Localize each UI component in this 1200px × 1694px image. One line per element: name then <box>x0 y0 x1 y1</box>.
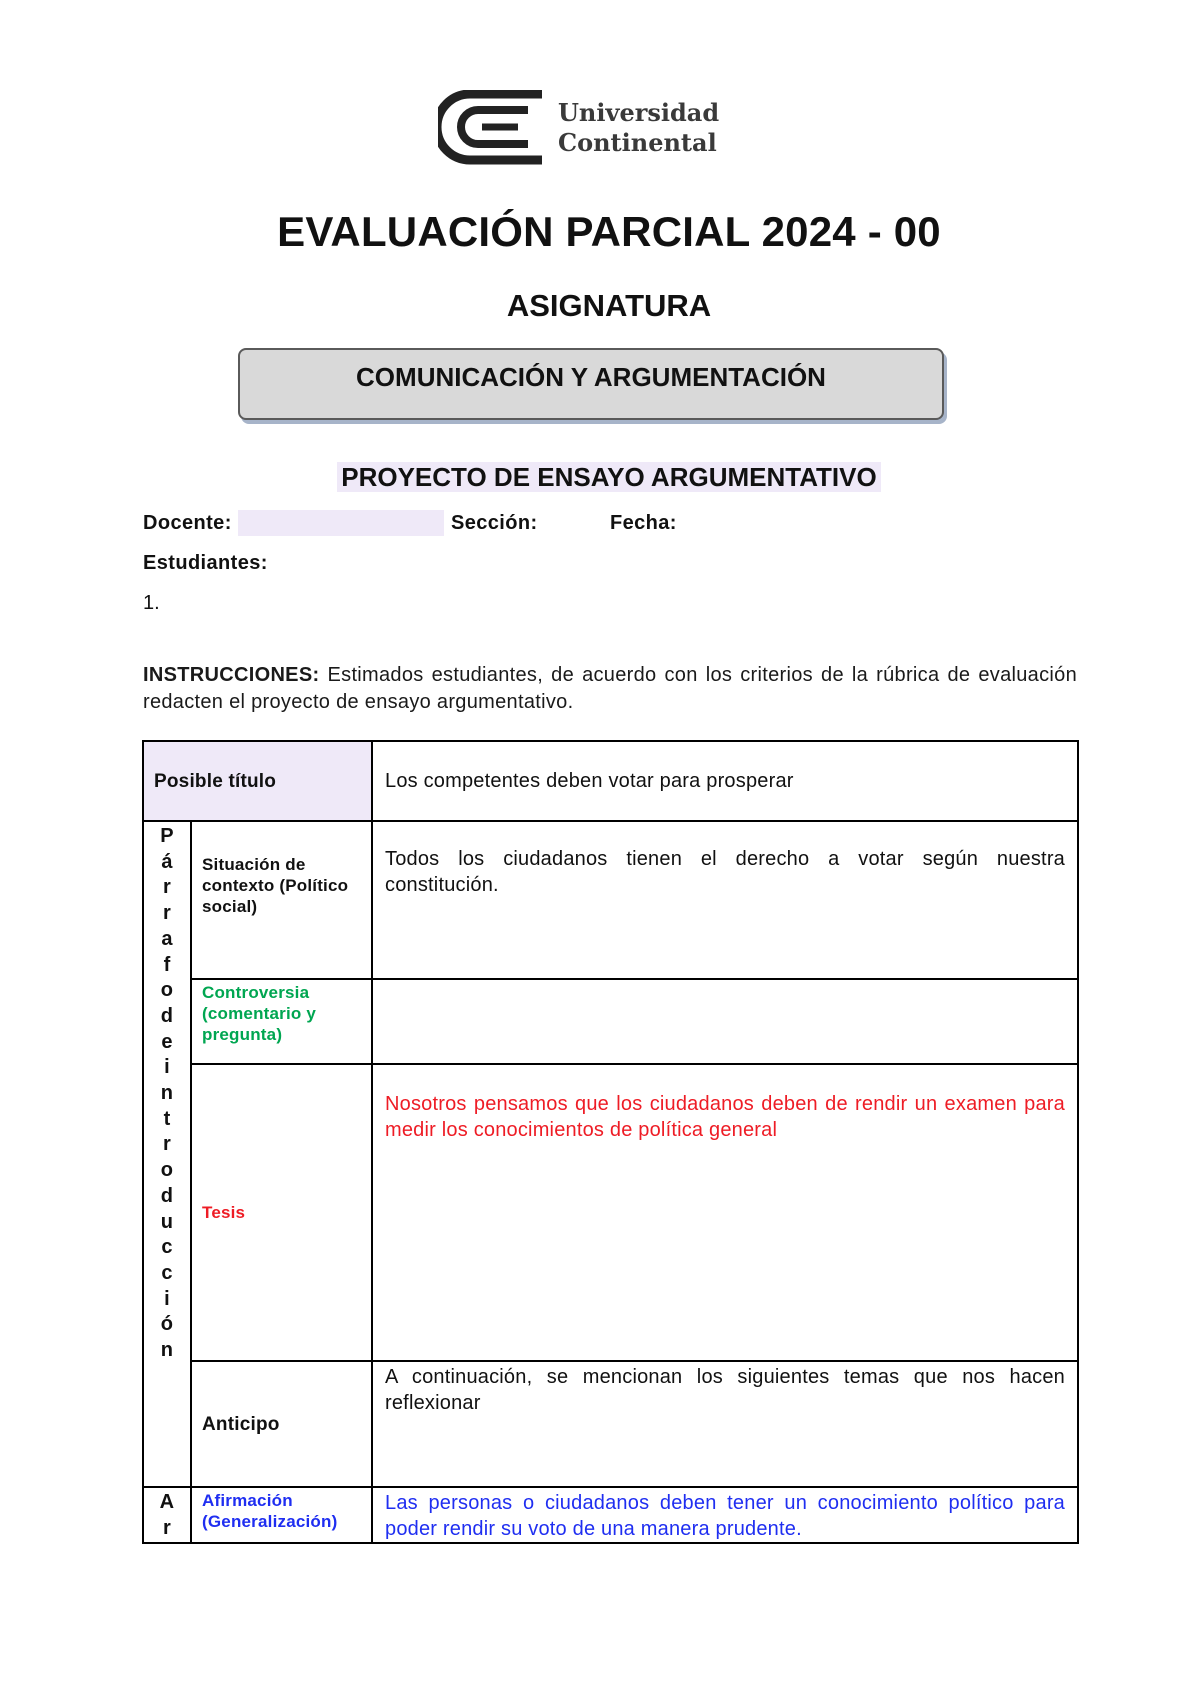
vertical-letter: d <box>160 1004 174 1027</box>
vertical-letter: a <box>161 927 173 950</box>
vertical-letter: u <box>160 1210 174 1233</box>
tesis-value-cell[interactable] <box>372 1064 1078 1361</box>
afirmacion-label-cell <box>191 1487 372 1543</box>
vertical-letter: o <box>160 979 174 1002</box>
vertical-letter: c <box>161 1236 173 1259</box>
vertical-letter: r <box>163 1133 171 1156</box>
vertical-letter: c <box>161 1261 173 1284</box>
situacion-label-cell <box>191 821 372 979</box>
arg-vertical-text <box>144 1490 190 1541</box>
situacion-label: Situación de contexto (Político social) <box>202 855 349 916</box>
docente-field[interactable] <box>238 510 444 536</box>
situacion-value: Todos los ciudadanos tienen el derecho a votar según nuestra constitución. <box>385 848 1065 896</box>
controversia-value-cell[interactable] <box>372 979 1078 1064</box>
afirmacion-value: Las personas o ciudadanos deben tener un conocimiento político para poder rendir su voto de una manera prudente. <box>385 1492 1065 1540</box>
afirmacion-label: Afirmación (Generalización) <box>202 1491 338 1531</box>
vertical-letter: A <box>159 1491 175 1513</box>
student-list-item: 1. <box>143 592 160 614</box>
table-row <box>143 1064 1078 1361</box>
title-label-cell <box>143 741 372 821</box>
anticipo-value: A continuación, se mencionan los siguientes temas que nos hacen reflexionar <box>385 1366 1065 1414</box>
university-emblem-icon <box>438 90 550 166</box>
vertical-letter: o <box>160 1159 174 1182</box>
vertical-letter: d <box>160 1184 174 1207</box>
table-row <box>143 979 1078 1064</box>
vertical-letter: f <box>163 953 171 976</box>
controversia-label-cell <box>191 979 372 1064</box>
title-label: Posible título <box>154 770 277 792</box>
document-type: PROYECTO DE ENSAYO ARGUMENTATIVO <box>337 462 880 492</box>
intro-vertical-text <box>144 824 190 1364</box>
arg-paragraph-label <box>143 1487 191 1543</box>
table-row-title <box>143 741 1078 821</box>
essay-table <box>142 740 1079 1544</box>
subject-heading: ASIGNATURA <box>506 288 712 323</box>
table-row <box>143 1361 1078 1487</box>
document-type-heading <box>0 462 1200 493</box>
table-row <box>143 1487 1078 1543</box>
vertical-letter: á <box>161 850 173 873</box>
subject-box <box>238 348 944 420</box>
vertical-letter: r <box>163 1516 171 1539</box>
vertical-letter: n <box>160 1082 174 1105</box>
vertical-letter: r <box>163 902 171 925</box>
tesis-value: Nosotros pensamos que los ciudadanos deben de rendir un examen para medir los conocimientos de política general <box>385 1093 1065 1141</box>
title-value: Los competentes deben votar para prosperar <box>385 770 794 792</box>
vertical-letter: n <box>160 1339 174 1362</box>
university-logo <box>438 82 718 174</box>
vertical-letter: P <box>160 825 174 847</box>
anticipo-value-cell[interactable] <box>372 1361 1078 1487</box>
vertical-letter: i <box>164 1287 170 1310</box>
page-title: EVALUACIÓN PARCIAL 2024 - 00 <box>277 208 941 255</box>
docente-label: Docente: <box>143 512 232 534</box>
subject-name: COMUNICACIÓN Y ARGUMENTACIÓN <box>356 362 826 392</box>
seccion-label: Sección: <box>451 512 538 534</box>
title-value-cell[interactable] <box>372 741 1078 821</box>
anticipo-label: Anticipo <box>202 1413 280 1435</box>
vertical-letter: r <box>163 876 171 899</box>
fecha-label: Fecha: <box>610 512 677 534</box>
estudiantes-label: Estudiantes: <box>143 552 268 574</box>
instructions-text: Estimados estudiantes, de acuerdo con los criterios de la rúbrica de evaluación redacten el proyecto de ensayo argumentativo. <box>143 664 1077 713</box>
controversia-label: Controversia (comentario y pregunta) <box>202 983 317 1044</box>
tesis-label: Tesis <box>202 1203 246 1222</box>
vertical-letter: t <box>163 1107 171 1130</box>
table-row <box>143 821 1078 979</box>
vertical-letter: ó <box>160 1313 174 1336</box>
tesis-label-cell <box>191 1064 372 1361</box>
anticipo-label-cell <box>191 1361 372 1487</box>
vertical-letter: e <box>161 1030 173 1053</box>
instructions <box>143 662 1077 716</box>
afirmacion-value-cell[interactable] <box>372 1487 1078 1543</box>
logo-text-line1: Universidad <box>558 98 720 127</box>
situacion-value-cell[interactable] <box>372 821 1078 979</box>
vertical-letter: i <box>164 1056 170 1079</box>
logo-text-line2: Continental <box>558 128 717 157</box>
instructions-lead: INSTRUCCIONES: <box>143 664 320 686</box>
intro-paragraph-label <box>143 821 191 1487</box>
